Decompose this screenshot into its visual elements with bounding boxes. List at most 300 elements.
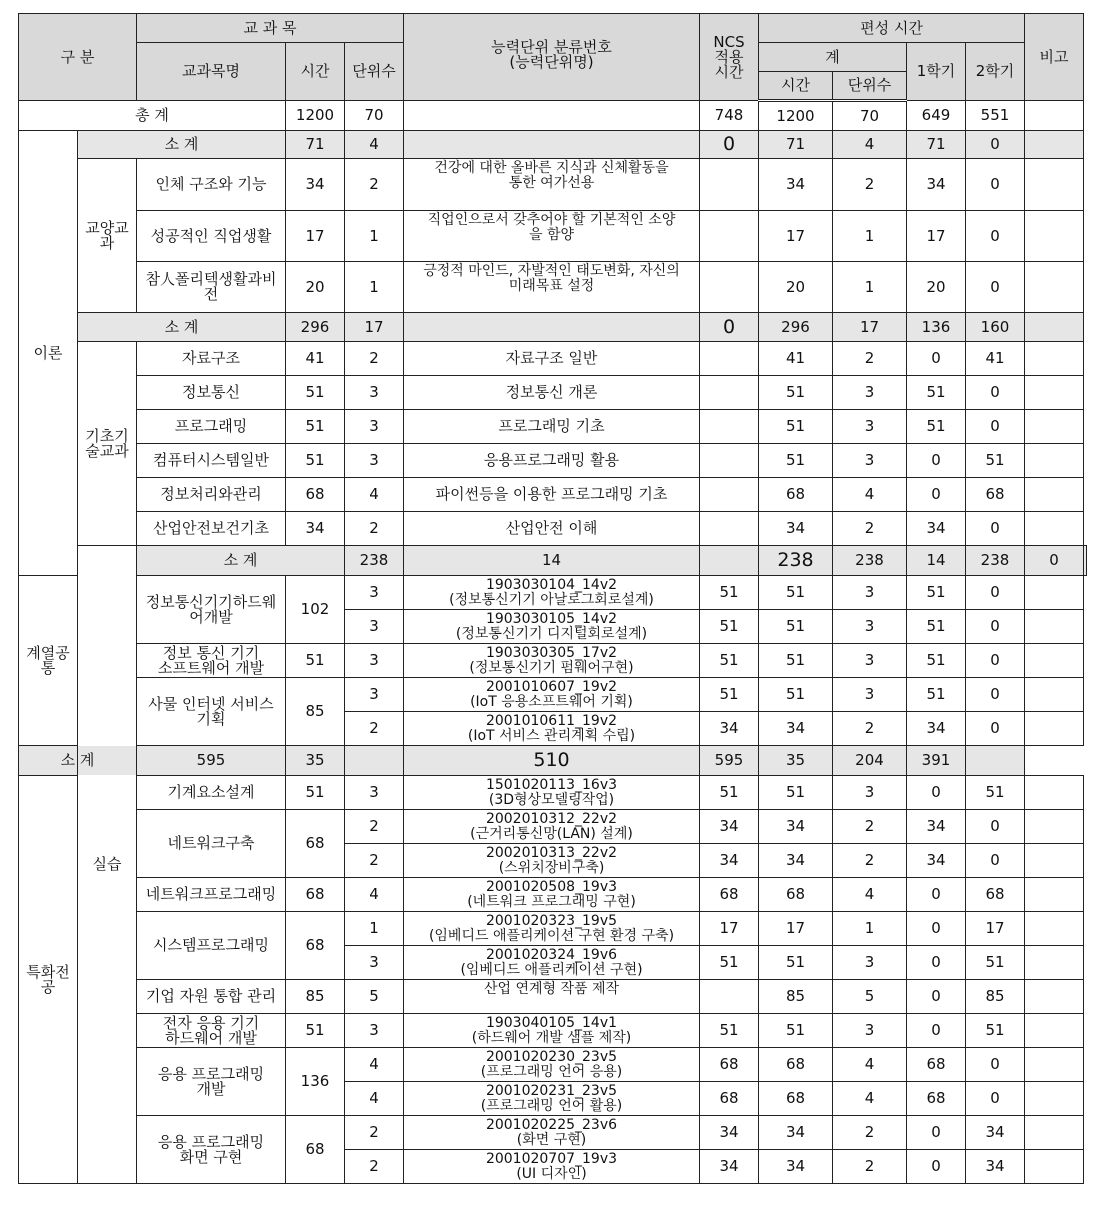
subtotal-label: 소 계: [78, 131, 286, 159]
table-row: [19, 912, 1087, 946]
cell: [1025, 776, 1084, 810]
subject-name: 응용 프로그래밍 개발: [137, 1048, 286, 1116]
cell: 2: [345, 1116, 404, 1150]
cell: 20: [286, 262, 345, 313]
cell: [1025, 712, 1084, 746]
cell: 68: [286, 478, 345, 512]
cell: 17: [907, 211, 966, 262]
cell: 51: [907, 576, 966, 610]
cell: 68: [286, 878, 345, 912]
cell: 238: [759, 546, 833, 576]
cell: 14: [907, 546, 966, 576]
ability-unit: 2001020323_19v5 (임베디드 애플리케이션 구현 환경 구축): [404, 912, 700, 946]
header-ability-code: 능력단위 분류번호 (능력단위명): [404, 14, 700, 101]
cell: 0: [966, 644, 1025, 678]
cell: 3: [833, 410, 907, 444]
cell: 68: [286, 1116, 345, 1184]
cell: [1025, 512, 1084, 546]
cell: 595: [700, 746, 759, 776]
cell: 0: [966, 810, 1025, 844]
ability-unit: 1903040105_14v1 (하드웨어 개발 샘플 제작): [404, 1014, 700, 1048]
cell: 34: [700, 712, 759, 746]
ability-unit: 긍정적 마인드, 자발적인 태도변화, 자신의 미래목표 설정: [404, 262, 700, 313]
cell: 3: [833, 678, 907, 712]
cell: 3: [345, 946, 404, 980]
cell: 3: [345, 610, 404, 644]
cell: [700, 262, 759, 313]
ability-unit: 건강에 대한 올바른 지식과 신체활동을 통한 여가선용: [404, 159, 700, 211]
cell: 17: [833, 313, 907, 342]
category-practice: 실습: [78, 546, 137, 1184]
cell: 14: [404, 546, 700, 576]
cell: 4: [833, 878, 907, 912]
table-row: [19, 678, 1087, 712]
cell: 51: [966, 776, 1025, 810]
cell: 4: [833, 1048, 907, 1082]
cell: 51: [286, 776, 345, 810]
cell: 68: [700, 878, 759, 912]
cell: 17: [966, 912, 1025, 946]
cell: 51: [759, 644, 833, 678]
cell: [404, 131, 700, 159]
cell: 0: [907, 342, 966, 376]
cell: 20: [907, 262, 966, 313]
cell: 238: [345, 546, 404, 576]
cell: 4: [833, 478, 907, 512]
cell: [404, 313, 700, 342]
cell: 4: [833, 1082, 907, 1116]
cell: 0: [966, 410, 1025, 444]
header-schedule: 편성 시간: [759, 14, 1025, 43]
cell: 85: [759, 980, 833, 1014]
cell: 2: [833, 159, 907, 211]
cell: [700, 444, 759, 478]
curriculum-table: [18, 13, 1087, 1184]
cell: 1200: [759, 101, 833, 131]
cell: 5: [833, 980, 907, 1014]
table-row: [19, 980, 1087, 1014]
cell: 0: [700, 313, 759, 342]
cell: 0: [907, 444, 966, 478]
cell: 2: [345, 844, 404, 878]
cell: 136: [286, 1048, 345, 1116]
ability-unit: 2001020324_19v6 (임베디드 애플리케이션 구현): [404, 946, 700, 980]
subject-name: 사물 인터넷 서비스 기획: [137, 678, 286, 746]
cell: 1: [833, 912, 907, 946]
cell: 1: [345, 211, 404, 262]
cell: 51: [759, 1014, 833, 1048]
ability-unit: 1501020113_16v3 (3D형상모델링작업): [404, 776, 700, 810]
cell: 51: [907, 410, 966, 444]
table-row: [19, 1048, 1087, 1082]
group-basic: 기초기 술교과: [78, 342, 137, 546]
grand-total-label: 총 계: [19, 101, 286, 131]
cell: 238: [833, 546, 907, 576]
cell: 70: [345, 101, 404, 131]
subtotal-row: [19, 546, 1087, 576]
subject-name: 프로그래밍: [137, 410, 286, 444]
header-sched-hours: 시간: [759, 72, 833, 101]
cell: 0: [966, 1048, 1025, 1082]
cell: 34: [286, 512, 345, 546]
cell: 51: [700, 576, 759, 610]
cell: 68: [286, 810, 345, 878]
cell: [700, 342, 759, 376]
cell: 102: [286, 576, 345, 644]
cell: 51: [907, 644, 966, 678]
cell: 17: [286, 211, 345, 262]
cell: 71: [907, 131, 966, 159]
ability-unit: 직업인으로서 갖추어야 할 기본적인 소양 을 함양: [404, 211, 700, 262]
cell: [1025, 878, 1084, 912]
subject-name: 네트워크구축: [137, 810, 286, 878]
cell: 51: [700, 644, 759, 678]
table-row: [19, 478, 1087, 512]
cell: [1084, 546, 1087, 576]
cell: 510: [404, 746, 700, 776]
cell: [700, 376, 759, 410]
cell: 51: [286, 376, 345, 410]
cell: 34: [759, 512, 833, 546]
cell: 0: [966, 159, 1025, 211]
cell: 41: [759, 342, 833, 376]
cell: 68: [700, 1048, 759, 1082]
cell: 2: [833, 712, 907, 746]
cell: 51: [286, 644, 345, 678]
group-special: 특화전 공: [19, 776, 78, 1184]
cell: 85: [286, 980, 345, 1014]
header-ncs: NCS 적용 시간: [700, 14, 759, 101]
cell: 41: [286, 342, 345, 376]
cell: 34: [907, 844, 966, 878]
header-sem1: 1학기: [907, 43, 966, 101]
cell: 0: [907, 878, 966, 912]
cell: 51: [759, 576, 833, 610]
cell: 3: [345, 576, 404, 610]
cell: 51: [286, 444, 345, 478]
cell: 85: [286, 678, 345, 746]
header-subjects: 교 과 목: [137, 14, 404, 43]
cell: 649: [907, 101, 966, 131]
cell: 51: [966, 444, 1025, 478]
cell: [1025, 1150, 1084, 1184]
table-row: [19, 810, 1087, 844]
cell: [700, 478, 759, 512]
ability-unit: 2002010312_22v2 (근거리통신망(LAN) 설계): [404, 810, 700, 844]
cell: 2: [833, 810, 907, 844]
table-row: [19, 410, 1087, 444]
ability-unit: 2001020508_19v3 (네트워크 프로그래밍 구현): [404, 878, 700, 912]
cell: 34: [759, 159, 833, 211]
cell: 1: [345, 262, 404, 313]
cell: 2: [345, 342, 404, 376]
cell: 4: [345, 131, 404, 159]
cell: 0: [907, 912, 966, 946]
cell: 0: [907, 478, 966, 512]
cell: 2: [345, 712, 404, 746]
table-row: [19, 1116, 1087, 1150]
cell: 41: [966, 342, 1025, 376]
cell: 34: [700, 1150, 759, 1184]
category-theory: 이론: [19, 131, 78, 576]
cell: 51: [759, 946, 833, 980]
cell: [1025, 101, 1084, 131]
cell: 51: [700, 776, 759, 810]
cell: [1025, 376, 1084, 410]
subject-name: 기계요소설계: [137, 776, 286, 810]
table-row: [19, 376, 1087, 410]
subject-name: 정보 통신 기기 소프트웨어 개발: [137, 644, 286, 678]
cell: 391: [907, 746, 966, 776]
cell: 17: [759, 912, 833, 946]
cell: 0: [907, 980, 966, 1014]
cell: 51: [759, 376, 833, 410]
cell: 0: [966, 844, 1025, 878]
table-row: [19, 512, 1087, 546]
subject-name: 응용 프로그래밍 화면 구현: [137, 1116, 286, 1184]
cell: [700, 512, 759, 546]
cell: 34: [759, 810, 833, 844]
cell: 551: [966, 101, 1025, 131]
cell: 1: [345, 912, 404, 946]
cell: 4: [345, 878, 404, 912]
cell: 296: [286, 313, 345, 342]
cell: 4: [345, 1048, 404, 1082]
header-remarks: 비고: [1025, 14, 1084, 101]
cell: 1: [833, 262, 907, 313]
subject-name: 성공적인 직업생활: [137, 211, 286, 262]
cell: 68: [907, 1048, 966, 1082]
cell: 51: [700, 1014, 759, 1048]
cell: 2: [833, 1116, 907, 1150]
cell: 3: [345, 678, 404, 712]
cell: 68: [966, 478, 1025, 512]
ability-unit: 2001020230_23v5 (프로그래밍 언어 응용): [404, 1048, 700, 1082]
table-row: [19, 262, 1087, 313]
grand-total-row: [19, 101, 1087, 131]
cell: [1025, 810, 1084, 844]
subject-name: 기업 자원 통합 관리: [137, 980, 286, 1014]
cell: 3: [345, 1014, 404, 1048]
cell: 3: [833, 444, 907, 478]
cell: 2: [833, 844, 907, 878]
table-row: [19, 211, 1087, 262]
cell: 160: [966, 313, 1025, 342]
cell: 0: [907, 1150, 966, 1184]
table-row: [19, 159, 1087, 211]
cell: 68: [759, 878, 833, 912]
cell: [345, 746, 404, 776]
cell: 51: [759, 410, 833, 444]
cell: [700, 546, 759, 576]
cell: 17: [345, 313, 404, 342]
cell: 1200: [286, 101, 345, 131]
cell: 1: [833, 211, 907, 262]
cell: [1025, 313, 1084, 342]
ability-unit: 1903030305_17v2 (정보통신기기 펌웨어구현): [404, 644, 700, 678]
cell: [1025, 678, 1084, 712]
cell: [1025, 1116, 1084, 1150]
cell: [1025, 946, 1084, 980]
cell: 34: [700, 810, 759, 844]
subject-name: 정보처리와관리: [137, 478, 286, 512]
cell: 296: [759, 313, 833, 342]
subtotal-label: 소 계: [78, 313, 286, 342]
cell: 0: [907, 1014, 966, 1048]
table-row: [19, 878, 1087, 912]
subject-name: 인체 구조와 기능: [137, 159, 286, 211]
cell: 34: [286, 159, 345, 211]
header-sem2: 2학기: [966, 43, 1025, 101]
cell: 2: [833, 342, 907, 376]
ability-unit: 산업 연계형 작품 제작: [404, 980, 700, 1014]
cell: [1025, 844, 1084, 878]
subtotal-row: [19, 746, 1087, 776]
table-row: [19, 576, 1087, 610]
cell: 3: [833, 610, 907, 644]
cell: [1025, 644, 1084, 678]
cell: [1025, 1082, 1084, 1116]
cell: 34: [907, 159, 966, 211]
cell: 51: [907, 376, 966, 410]
cell: 0: [966, 610, 1025, 644]
cell: [1025, 576, 1084, 610]
cell: 35: [759, 746, 833, 776]
cell: 5: [345, 980, 404, 1014]
cell: [1025, 342, 1084, 376]
cell: [700, 211, 759, 262]
cell: 68: [759, 1048, 833, 1082]
cell: [1025, 610, 1084, 644]
cell: 71: [759, 131, 833, 159]
cell: 3: [833, 376, 907, 410]
cell: 3: [833, 644, 907, 678]
subject-name: 산업안전보건기초: [137, 512, 286, 546]
table-row: [19, 1014, 1087, 1048]
header-subject-name: 교과목명: [137, 43, 286, 101]
subtotal-label: 소 계: [137, 546, 345, 576]
cell: 0: [907, 1116, 966, 1150]
cell: 34: [759, 1150, 833, 1184]
cell: 51: [759, 610, 833, 644]
cell: [1025, 159, 1084, 211]
cell: 51: [286, 410, 345, 444]
ability-unit: 2001010611_19v2 (IoT 서비스 관리계획 수립): [404, 712, 700, 746]
ability-unit: 응용프로그래밍 활용: [404, 444, 700, 478]
ability-unit: 2001020225_23v6 (화면 구현): [404, 1116, 700, 1150]
cell: [700, 410, 759, 444]
cell: 3: [345, 410, 404, 444]
cell: 35: [286, 746, 345, 776]
ability-unit: 2001010607_19v2 (IoT 응용소프트웨어 기획): [404, 678, 700, 712]
cell: 20: [759, 262, 833, 313]
header-units: 단위수: [345, 43, 404, 101]
group-liberal: 교양교 과: [78, 159, 137, 313]
cell: 0: [966, 712, 1025, 746]
cell: 3: [345, 376, 404, 410]
subject-name: 시스템프로그래밍: [137, 912, 286, 980]
header-sched-units: 단위수: [833, 72, 907, 101]
cell: 68: [700, 1082, 759, 1116]
table-row: [19, 444, 1087, 478]
cell: 0: [966, 1082, 1025, 1116]
cell: 2: [833, 1150, 907, 1184]
header-total: 계: [759, 43, 907, 72]
cell: 204: [833, 746, 907, 776]
cell: 4: [345, 1082, 404, 1116]
cell: 238: [966, 546, 1025, 576]
ability-unit: 산업안전 이해: [404, 512, 700, 546]
subtotal-row: [19, 131, 1087, 159]
cell: [1025, 980, 1084, 1014]
cell: 34: [907, 512, 966, 546]
cell: 17: [759, 211, 833, 262]
ability-unit: 2002010313_22v2 (스위치장비구축): [404, 844, 700, 878]
cell: 34: [907, 810, 966, 844]
cell: [1025, 131, 1084, 159]
cell: 2: [345, 1150, 404, 1184]
cell: [1025, 1048, 1084, 1082]
cell: 4: [833, 131, 907, 159]
cell: 4: [345, 478, 404, 512]
cell: 0: [966, 376, 1025, 410]
cell: 0: [700, 131, 759, 159]
table-row: [19, 644, 1087, 678]
cell: 51: [966, 946, 1025, 980]
cell: 51: [907, 678, 966, 712]
cell: 51: [966, 1014, 1025, 1048]
subject-name: 참人폴리텍생활과비 전: [137, 262, 286, 313]
cell: 3: [833, 1014, 907, 1048]
cell: 51: [759, 678, 833, 712]
cell: 0: [966, 512, 1025, 546]
cell: [1025, 912, 1084, 946]
cell: 17: [700, 912, 759, 946]
table-row: [19, 342, 1087, 376]
cell: 0: [1025, 546, 1084, 576]
cell: 34: [966, 1116, 1025, 1150]
ability-unit: 자료구조 일반: [404, 342, 700, 376]
cell: 71: [286, 131, 345, 159]
ability-unit: 2001020231_23v5 (프로그래밍 언어 활용): [404, 1082, 700, 1116]
cell: 136: [907, 313, 966, 342]
cell: [1025, 410, 1084, 444]
cell: [1025, 262, 1084, 313]
cell: [404, 101, 700, 131]
cell: 3: [833, 776, 907, 810]
cell: [700, 980, 759, 1014]
ability-unit: 2001020707_19v3 (UI 디자인): [404, 1150, 700, 1184]
header-division: 구 분: [19, 14, 137, 101]
cell: 2: [345, 512, 404, 546]
ability-unit: 1903030104_14v2 (정보통신기기 아날로그회로설계): [404, 576, 700, 610]
cell: 51: [907, 610, 966, 644]
cell: 3: [833, 576, 907, 610]
cell: [700, 159, 759, 211]
subtotal-label: 소 계: [19, 746, 137, 776]
cell: 0: [966, 678, 1025, 712]
subject-name: 정보통신기기하드웨 어개발: [137, 576, 286, 644]
cell: 0: [966, 576, 1025, 610]
cell: [1025, 478, 1084, 512]
cell: 0: [907, 776, 966, 810]
cell: [1025, 1014, 1084, 1048]
cell: 0: [966, 211, 1025, 262]
cell: 3: [345, 644, 404, 678]
subject-name: 네트워크프로그래밍: [137, 878, 286, 912]
subject-name: 자료구조: [137, 342, 286, 376]
cell: 51: [759, 776, 833, 810]
